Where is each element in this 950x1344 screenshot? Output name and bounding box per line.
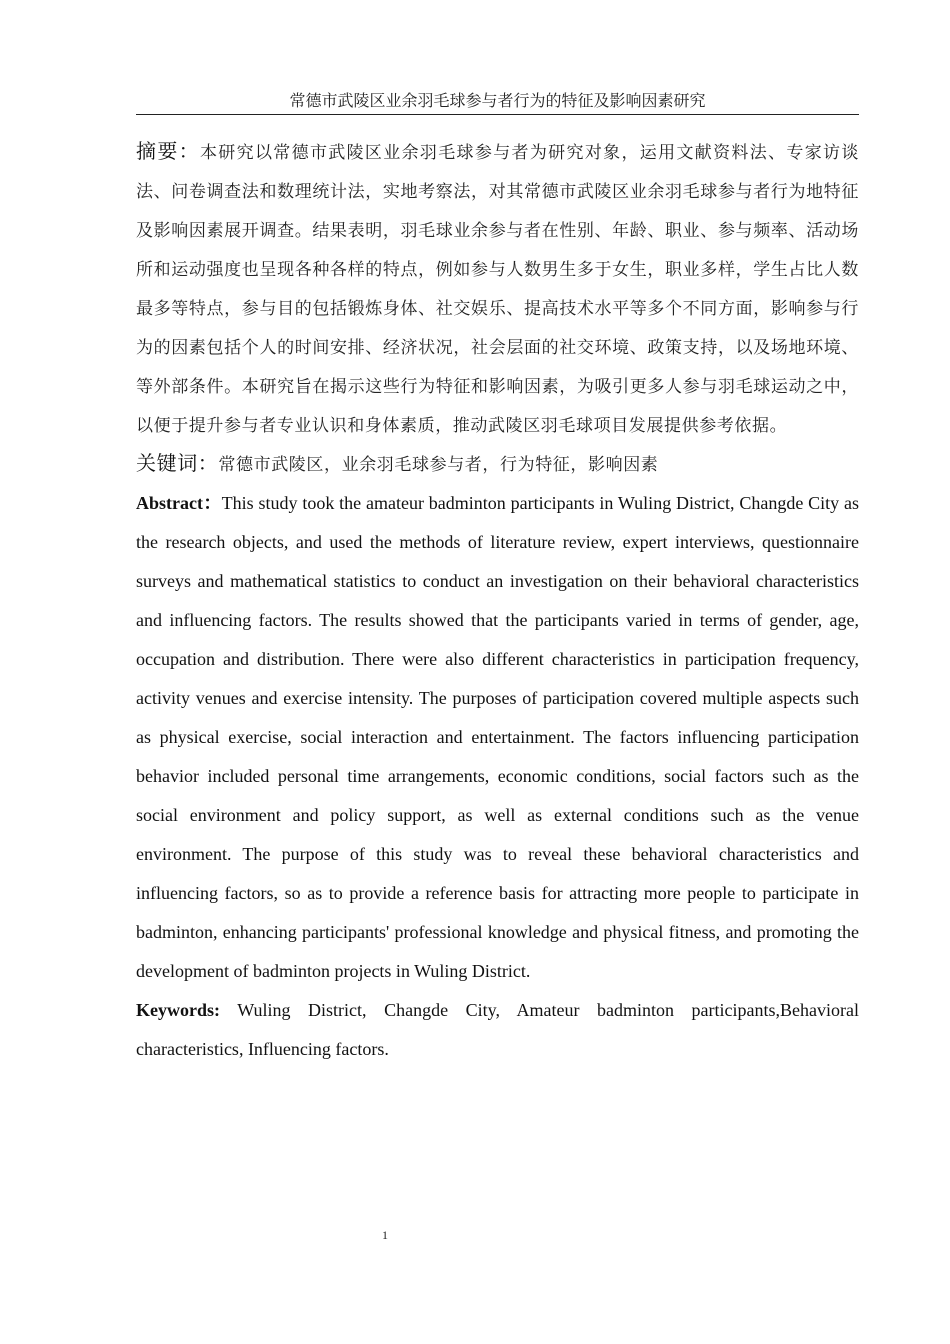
page-content bbox=[136, 132, 859, 1069]
keywords-cn bbox=[136, 446, 859, 482]
keywords-en bbox=[136, 991, 859, 1069]
keywords-en-label: Keywords: bbox=[136, 1000, 220, 1020]
abstract-cn-label: 摘要： bbox=[136, 139, 200, 163]
abstract-cn bbox=[136, 132, 859, 446]
keywords-cn-text: 常德市武陵区，业余羽毛球参与者，行为特征，影响因素 bbox=[218, 455, 659, 475]
running-header: 常德市武陵区业余羽毛球参与者行为的特征及影响因素研究 bbox=[136, 88, 859, 115]
abstract-en-text: This study took the amateur badminton participants in Wuling District, Changde City as the research objects, and used the methods of literature review, expert interviews, questionnaire surveys and mathematical statistics to conduct an investigation on their behavioral characteristics and influencing factors. The results showed that the participants varied in terms of gender, age, occupation and distribution. There were also different characteristics in participation frequency, activity venues and exercise intensity. The purposes of participation covered multiple aspects such as physical exercise, social interaction and entertainment. The factors influencing participation behavior included personal time arrangements, economic conditions, social factors such as the social environment and policy support, as well as external conditions such as the venue environment. The purpose of this study was to reveal these behavioral characteristics and influencing factors, so as to provide a reference basis for attracting more people to participate in badminton, enhancing participants' professional knowledge and physical fitness, and promoting the development of badminton projects in Wuling District. bbox=[136, 493, 859, 981]
page-number: 1 bbox=[382, 1228, 388, 1242]
keywords-en-text: Wuling District, Changde City, Amateur badminton participants,Behavioral characteristics, Influencing factors. bbox=[136, 1000, 860, 1059]
keywords-cn-label: 关键词： bbox=[136, 451, 219, 475]
abstract-cn-text: 本研究以常德市武陵区业余羽毛球参与者为研究对象，运用文献资料法、专家访谈法、问卷调查法和数理统计法，实地考察法，对其常德市武陵区业余羽毛球参与者行为地特征及影响因素展开调查。结果表明，羽毛球业余参与者在性别、年龄、职业、参与频率、活动场所和运动强度也呈现各种各样的特点，例如参与人数男生多于女生，职业多样，学生占比人数最多等特点，参与目的包括锻炼身体、社交娱乐、提高技术水平等多个不同方面，影响参与行为的因素包括个人的时间安排、经济状况，社会层面的社交环境、政策支持，以及场地环境、等外部条件。本研究旨在揭示这些行为特征和影响因素，为吸引更多人参与羽毛球运动之中，以便于提升参与者专业认识和身体素质，推动武陵区羽毛球项目发展提供参考依据。 bbox=[136, 143, 859, 436]
abstract-en bbox=[136, 484, 859, 991]
abstract-en-label: Abstract： bbox=[136, 493, 222, 513]
